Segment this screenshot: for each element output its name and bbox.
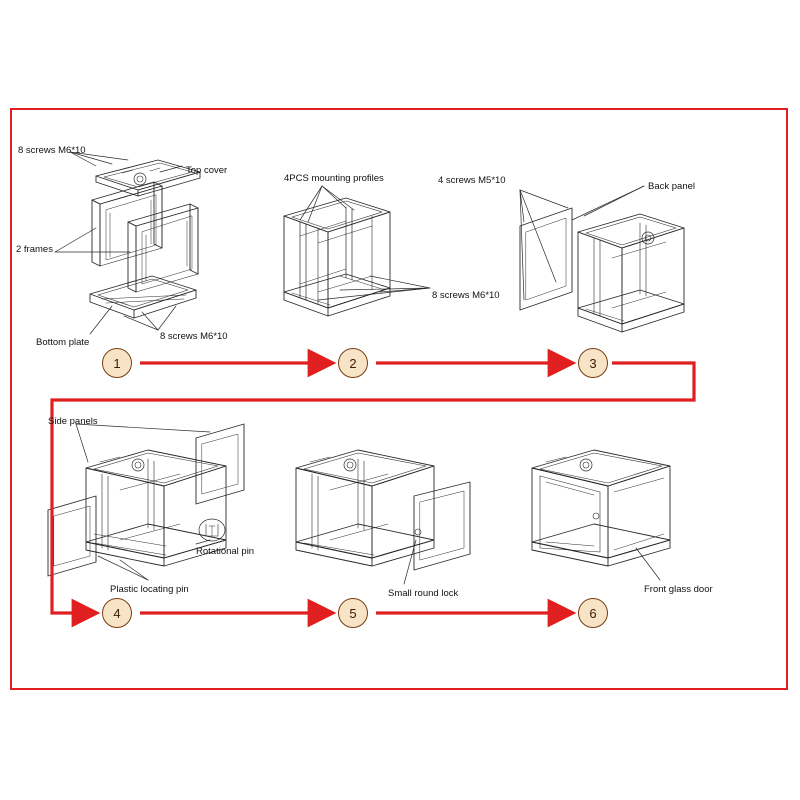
label-screws-top: 8 screws M6*10 bbox=[18, 145, 86, 156]
label-screws-profiles: 8 screws M6*10 bbox=[432, 290, 500, 301]
step4-side-panel-right bbox=[196, 424, 244, 504]
step1-top-cover bbox=[96, 160, 200, 196]
step1-frame-rear bbox=[92, 182, 162, 266]
label-side-panels: Side panels bbox=[48, 416, 98, 427]
step-badge-4[interactable]: 4 bbox=[102, 598, 132, 628]
label-screws-bottom: 8 screws M6*10 bbox=[160, 331, 228, 342]
label-two-frames: 2 frames bbox=[16, 244, 53, 255]
step5-front-glass-door bbox=[414, 482, 470, 570]
label-mounting-profiles: 4PCS mounting profiles bbox=[284, 173, 384, 184]
label-top-cover: Top cover bbox=[186, 165, 228, 176]
step3-back-panel bbox=[520, 208, 572, 310]
step-badge-3[interactable]: 3 bbox=[578, 348, 608, 378]
step-badge-2[interactable]: 2 bbox=[338, 348, 368, 378]
label-plastic-locating-pin: Plastic locating pin bbox=[110, 584, 189, 595]
step4-side-panel-left bbox=[48, 496, 96, 576]
label-rotational-pin: Rotational pin bbox=[196, 546, 255, 557]
label-small-round-lock: Small round lock bbox=[388, 588, 459, 599]
label-screws-back: 4 screws M5*10 bbox=[438, 175, 506, 186]
step1-bottom-plate bbox=[90, 276, 196, 318]
step3-cabinet bbox=[578, 214, 684, 332]
step1-frame-front bbox=[128, 204, 198, 292]
label-back-panel: Back panel bbox=[648, 181, 696, 192]
label-bottom-plate: Bottom plate bbox=[36, 337, 90, 348]
step-badge-1[interactable]: 1 bbox=[102, 348, 132, 378]
step-badge-5[interactable]: 5 bbox=[338, 598, 368, 628]
step6-cabinet bbox=[532, 450, 670, 566]
step4-rotational-pin-detail bbox=[199, 519, 225, 541]
label-front-glass-door: Front glass door bbox=[644, 584, 713, 595]
step-badge-6[interactable]: 6 bbox=[578, 598, 608, 628]
